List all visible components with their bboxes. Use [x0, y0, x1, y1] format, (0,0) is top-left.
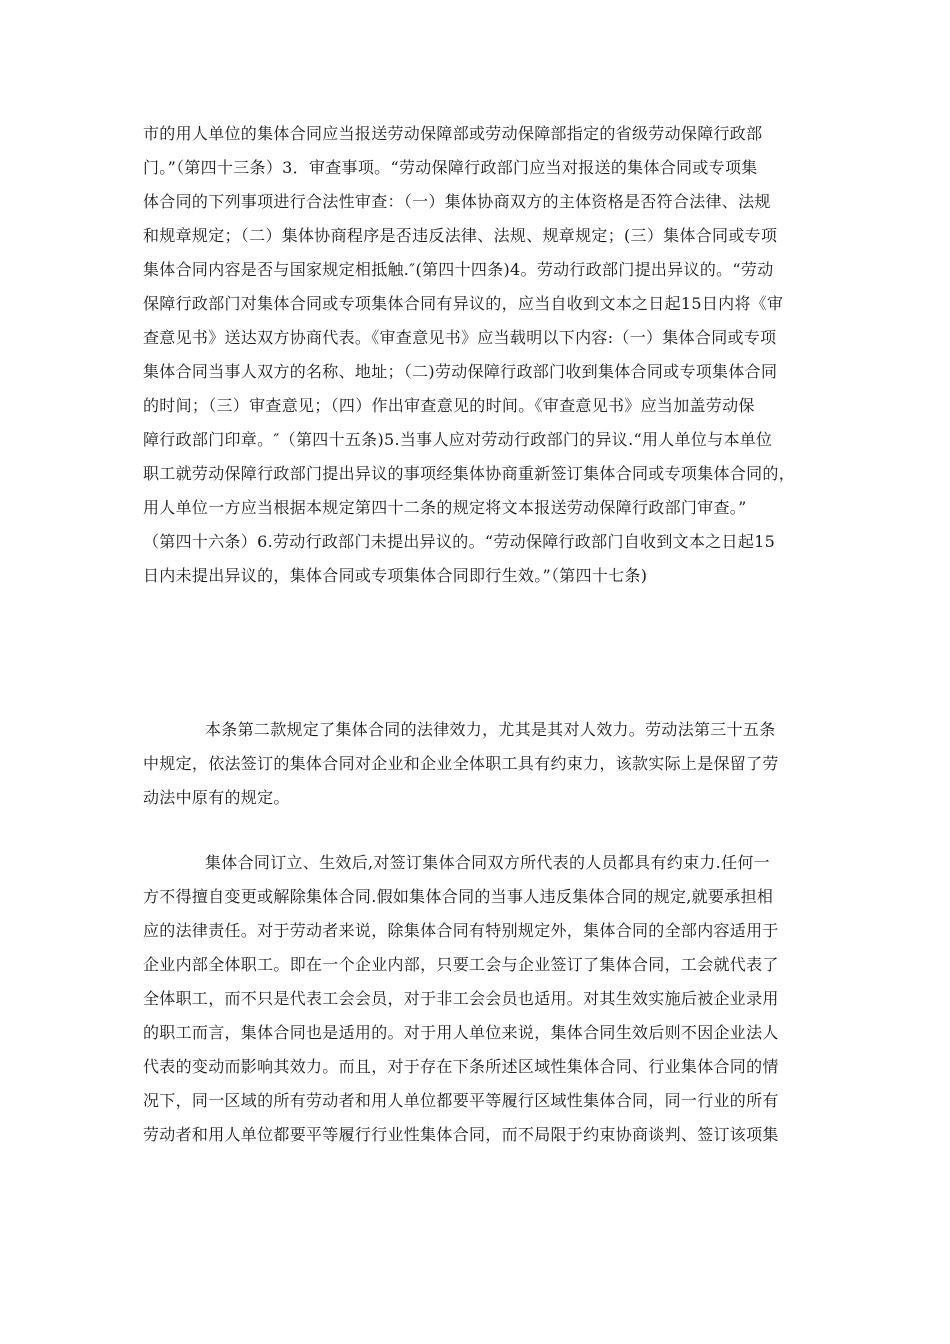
- text-line: 的职工而言，集体合同也是适用的。对于用人单位来说，集体合同生效后则不因企业法人: [143, 1023, 779, 1042]
- text-line: 集体合同订立、生效后,对签订集体合同双方所代表的人员都具有约束力.任何一: [205, 853, 770, 872]
- text-line: 用人单位一方应当根据本规定第四十二条的规定将文本报送劳动保障行政部门审查。”: [143, 498, 747, 517]
- text-line: 保障行政部门对集体合同或专项集体合同有异议的，应当自收到文本之日起15日内将《审: [143, 294, 784, 313]
- paragraph-legal-effect: [143, 713, 811, 815]
- text-line: 全体职工，而不只是代表工会会员，对于非工会会员也适用。对其生效实施后被企业录用: [143, 989, 779, 1008]
- text-line: 动法中原有的规定。: [143, 788, 290, 807]
- text-line: 集体合同内容是否与国家规定相抵触.″(第四十四条)4。劳动行政部门提出异议的。“劳动: [143, 260, 774, 279]
- text-line: 日内未提出异议的，集体合同或专项集体合同即行生效。”（第四十七条): [143, 566, 648, 585]
- text-line: 查意见书》送达双方协商代表。《审查意见书》应当载明以下内容:（一）集体合同或专项: [143, 328, 777, 347]
- text-line: 方不得擅自变更或解除集体合同.假如集体合同的当事人违反集体合同的规定,就要承担相: [143, 887, 774, 906]
- text-line: 职工就劳动保障行政部门提出异议的事项经集体协商重新签订集体合同或专项集体合同的，: [143, 464, 796, 483]
- text-line: 应的法律责任。对于劳动者来说，除集体合同有特别规定外，集体合同的全部内容适用于: [143, 921, 779, 940]
- text-line: 本条第二款规定了集体合同的法律效力，尤其是其对人效力。劳动法第三十五条: [205, 720, 776, 739]
- paragraph-binding-force: [143, 846, 811, 1152]
- text-line: 集体合同当事人双方的名称、地址；（二)劳动保障行政部门收到集体合同或专项集体合同: [143, 362, 778, 381]
- text-line: 况下，同一区域的所有劳动者和用人单位都要平等履行区域性集体合同，同一行业的所有: [143, 1091, 779, 1110]
- text-line: （第四十六条）6.劳动行政部门未提出异议的。“劳动保障行政部门自收到文本之日起15: [143, 532, 776, 551]
- text-line: 中规定，依法签订的集体合同对企业和企业全体职工具有约束力，该款实际上是保留了劳: [143, 754, 779, 773]
- text-line: 的时间；（三）审查意见；（四）作出审查意见的时间。《审查意见书》应当加盖劳动保: [143, 396, 755, 415]
- text-line: 市的用人单位的集体合同应当报送劳动保障部或劳动保障部指定的省级劳动保障行政部: [143, 124, 763, 143]
- text-line: 体合同的下列事项进行合法性审查：（一）集体协商双方的主体资格是否符合法律、法规: [143, 192, 771, 211]
- text-line: 门。”（第四十三条）3．审查事项。“劳动保障行政部门应当对报送的集体合同或专项集: [143, 158, 758, 177]
- text-line: 障行政部门印章。″（第四十五条)5.当事人应对劳动行政部门的异议.“用人单位与本单位: [143, 430, 773, 449]
- paragraph-review-procedure: [143, 117, 811, 593]
- text-line: 劳动者和用人单位都要平等履行行业性集体合同，而不局限于约束协商谈判、签订该项集: [143, 1125, 779, 1144]
- text-line: 和规章规定；（二）集体协商程序是否违反法律、法规、规章规定；(三）集体合同或专项: [143, 226, 778, 245]
- text-line: 企业内部全体职工。即在一个企业内部，只要工会与企业签订了集体合同，工会就代表了: [143, 955, 779, 974]
- text-line: 代表的变动而影响其效力。而且，对于存在下条所述区域性集体合同、行业集体合同的情: [143, 1057, 779, 1076]
